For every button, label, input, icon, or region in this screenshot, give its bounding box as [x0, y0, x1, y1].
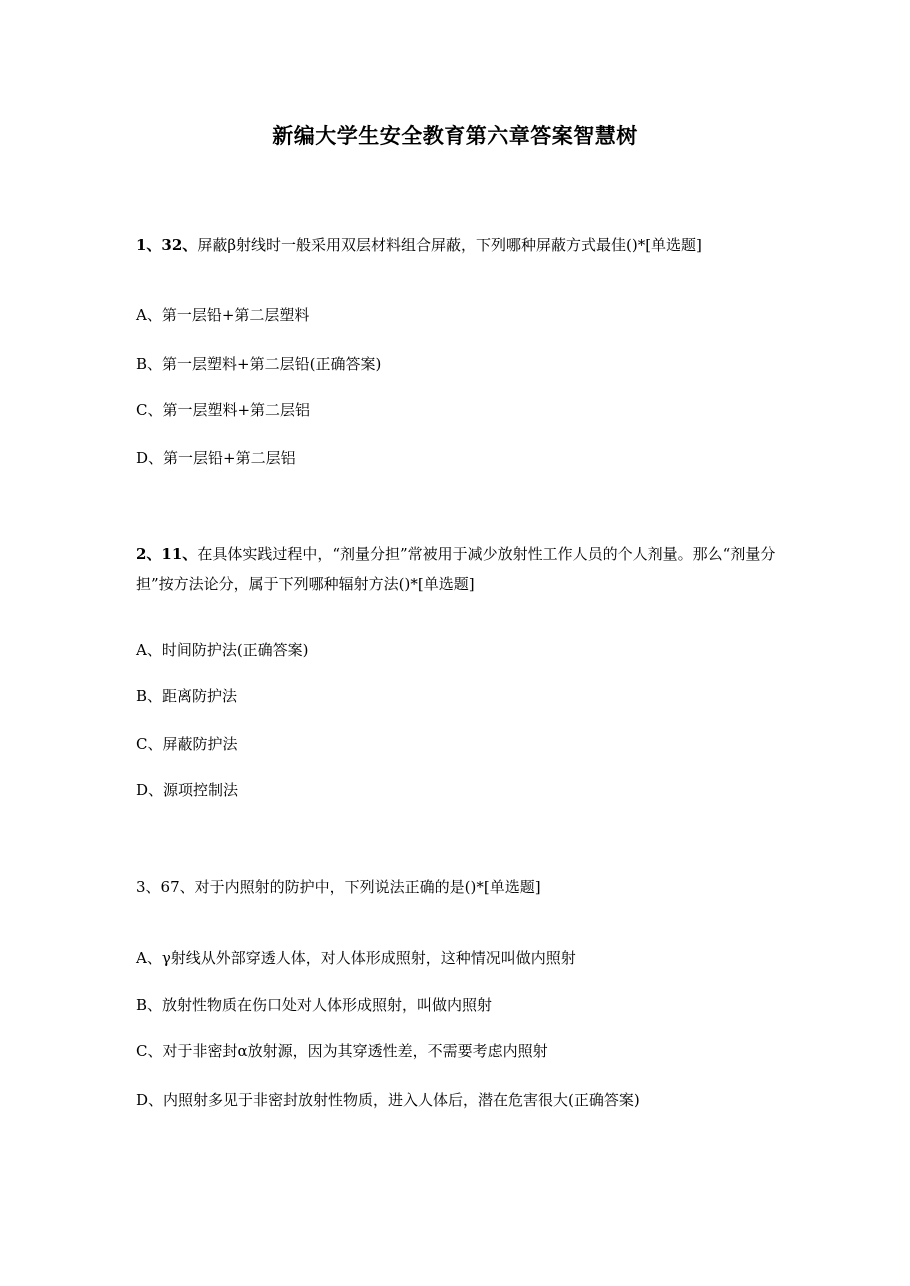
question-2-option-a: A、时间防护法(正确答案)	[136, 641, 309, 659]
question-3-option-d: D、内照射多见于非密封放射性物质，进入人体后，潜在危害很大(正确答案)	[136, 1091, 640, 1109]
question-1	[136, 230, 786, 260]
question-2	[136, 539, 786, 599]
question-2-option-d: D、源项控制法	[136, 781, 239, 799]
question-1-option-a: A、第一层铅+第二层塑料	[136, 306, 310, 324]
question-1-option-b: B、第一层塑料+第二层铅(正确答案)	[136, 355, 382, 373]
question-text: 屏蔽β射线时一般采用双层材料组合屏蔽，下列哪种屏蔽方式最佳()*[单选题]	[197, 236, 702, 254]
question-text: 在具体实践过程中，“剂量分担”常被用于减少放射性工作人员的个人剂量。那么“剂量分担”按方法论分，属于下列哪种辐射方法()*[单选题]	[136, 545, 776, 593]
question-text: 对于内照射的防护中，下列说法正确的是()*[单选题]	[194, 878, 541, 896]
question-1-option-c: C、第一层塑料+第二层铝	[136, 401, 311, 419]
question-2-option-c: C、屏蔽防护法	[136, 735, 238, 753]
question-3	[136, 872, 786, 902]
question-2-option-b: B、距离防护法	[136, 687, 238, 705]
question-number: 1、32、	[136, 236, 198, 254]
question-3-option-a: A、γ射线从外部穿透人体，对人体形成照射，这种情况叫做内照射	[136, 949, 576, 967]
question-3-option-b: B、放射性物质在伤口处对人体形成照射，叫做内照射	[136, 996, 493, 1014]
question-1-option-d: D、第一层铅+第二层铝	[136, 449, 296, 467]
question-3-option-c: C、对于非密封α放射源，因为其穿透性差，不需要考虑内照射	[136, 1042, 548, 1060]
question-number: 2、11、	[136, 545, 198, 563]
question-number: 3、67、	[136, 878, 195, 896]
document-title: 新编大学生安全教育第六章答案智慧树	[272, 124, 638, 148]
